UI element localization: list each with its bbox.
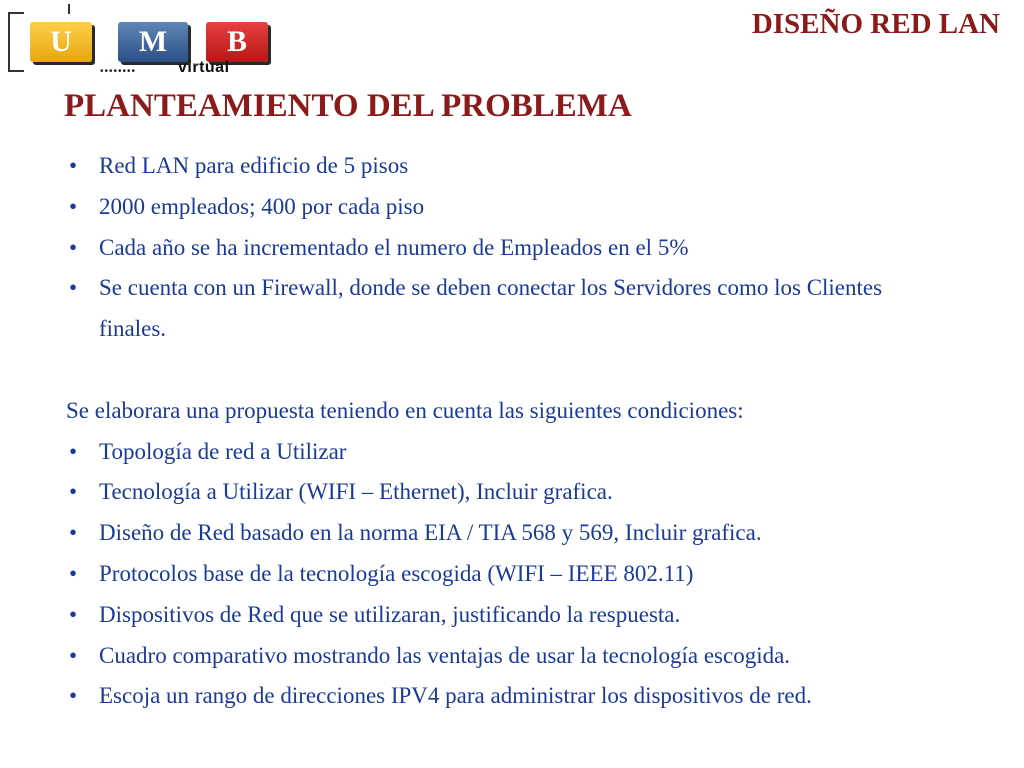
list-item bbox=[66, 472, 946, 513]
list-item bbox=[66, 676, 946, 717]
list-item-text: Cada año se ha incrementado el numero de Empleados en el 5% bbox=[99, 234, 689, 260]
list-item bbox=[66, 595, 946, 636]
logo-frame bbox=[8, 12, 24, 72]
logo-letter-m: M bbox=[118, 22, 188, 62]
list-item-text: Diseño de Red basado en la norma EIA / TIA 568 y 569, Incluir grafica. bbox=[99, 520, 762, 546]
umb-virtual-logo bbox=[8, 4, 278, 76]
bullet-icon: • bbox=[69, 601, 78, 627]
list-item-text: Dispositivos de Red que se utilizaran, justificando la respuesta. bbox=[99, 601, 681, 627]
list-item bbox=[66, 146, 946, 187]
bullet-icon: • bbox=[69, 642, 78, 668]
logo-dots: •••••••• bbox=[100, 66, 137, 77]
list-item bbox=[66, 228, 946, 269]
bullet-icon: • bbox=[69, 193, 78, 219]
bullet-icon: • bbox=[69, 153, 78, 178]
list-item bbox=[66, 513, 946, 554]
logo-letter-u: U bbox=[30, 22, 92, 62]
bullet-icon: • bbox=[69, 234, 78, 260]
list-item-text: Se cuenta con un Firewall, donde se deben conectar los Servidores como los Clientes finales. bbox=[99, 275, 883, 342]
list-item bbox=[66, 432, 946, 473]
list-item-text: 2000 empleados; 400 por cada piso bbox=[99, 193, 425, 219]
logo-subtitle: virtual bbox=[178, 59, 230, 76]
list-item bbox=[66, 268, 946, 350]
problem-list bbox=[66, 146, 946, 350]
list-item-text: Cuadro comparativo mostrando las ventajas de usar la tecnología escogida. bbox=[99, 642, 791, 668]
bullet-icon: • bbox=[69, 479, 78, 505]
list-item bbox=[66, 554, 946, 595]
bullet-icon: • bbox=[69, 683, 78, 709]
logo-frame-tick bbox=[68, 4, 70, 14]
list-item-text: Red LAN para edificio de 5 pisos bbox=[99, 153, 409, 178]
bullet-icon: • bbox=[69, 560, 78, 586]
list-item-text: Escoja un rango de direcciones IPV4 para administrar los dispositivos de red. bbox=[99, 683, 812, 709]
page-title: PLANTEAMIENTO DEL PROBLEMA bbox=[64, 88, 632, 124]
conditions-intro: Se elaborara una propuesta teniendo en cuenta las siguientes condiciones: bbox=[66, 397, 744, 423]
conditions-list bbox=[66, 432, 946, 718]
list-item-text: Protocolos base de la tecnología escogida (WIFI – IEEE 802.11) bbox=[99, 560, 694, 586]
logo-letter-b: B bbox=[206, 22, 268, 62]
list-item bbox=[66, 187, 946, 228]
slide-content bbox=[66, 146, 946, 717]
bullet-icon: • bbox=[69, 520, 78, 546]
header-title: DISEÑO RED LAN bbox=[751, 8, 1000, 40]
bullet-icon: • bbox=[69, 275, 78, 301]
list-item-text: Tecnología a Utilizar (WIFI – Ethernet), Incluir grafica. bbox=[99, 479, 613, 505]
bullet-icon: • bbox=[69, 438, 78, 464]
list-item bbox=[66, 636, 946, 677]
list-item-text: Topología de red a Utilizar bbox=[99, 438, 347, 464]
